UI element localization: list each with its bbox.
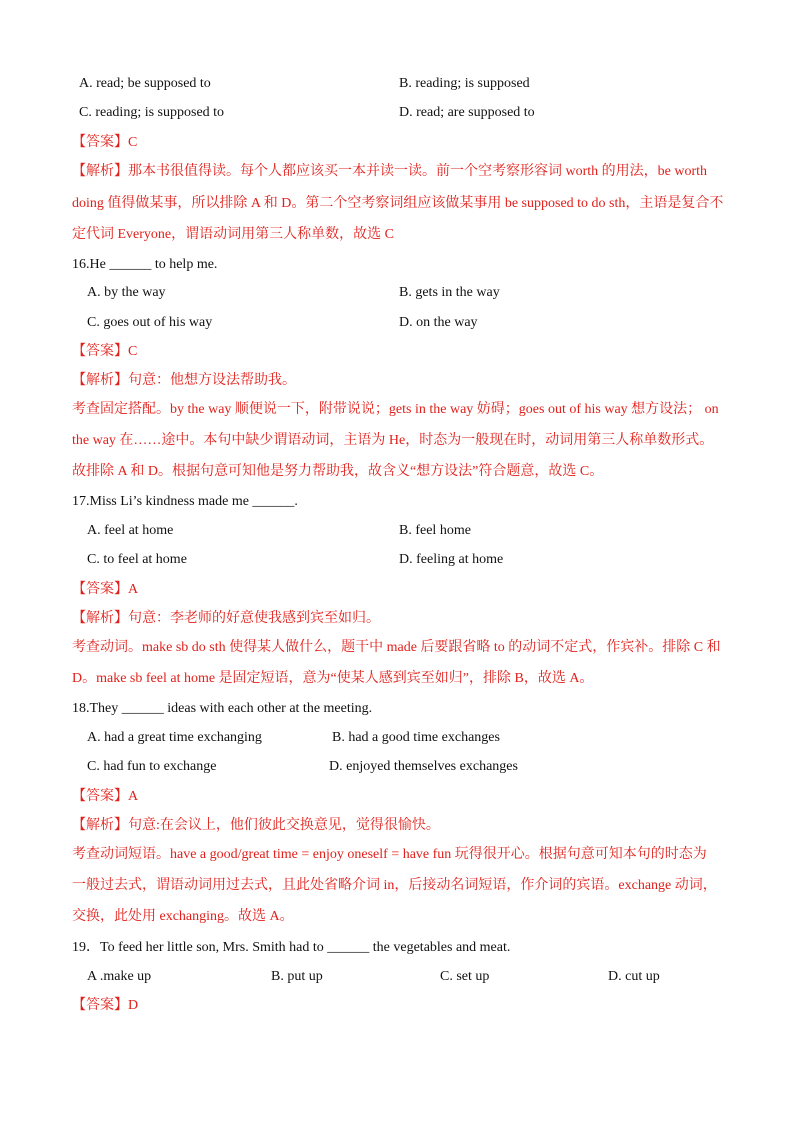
q17-analysis-line-1 xyxy=(72,609,380,629)
answer-value: C xyxy=(128,344,138,359)
q16-analysis-line-3: the way 在……途中。本句中缺少谓语动词，主语为 He，时态为一般现在时，动词用第三人称单数形式。 xyxy=(72,433,714,448)
q16-analysis-line-1 xyxy=(72,371,296,391)
q17-analysis-line-2: 考查动词。make sb do sth 使得某人做什么，题干中 made 后要跟省略 to 的动词不定式，作宾补。排除 C 和 xyxy=(72,640,721,655)
q15-answer xyxy=(72,133,137,153)
answer-tag: 【答案】 xyxy=(72,135,128,150)
q18-stem: 18.They ______ ideas with each other at the meeting. xyxy=(72,701,373,716)
q16-answer xyxy=(72,342,137,362)
q16-option-d: D. on the way xyxy=(399,315,478,330)
q18-option-d: D. enjoyed themselves exchanges xyxy=(329,759,518,774)
q15-option-c: C. reading; is supposed to xyxy=(79,105,225,120)
q16-option-c: C. goes out of his way xyxy=(87,315,213,330)
q17-option-a: A. feel at home xyxy=(87,523,174,538)
q16-analysis-line-2: 考查固定搭配。by the way 顺便说一下，附带说说；gets in the way 妨碍；goes out of his way 想方设法； on xyxy=(72,402,719,417)
q19-option-b: B. put up xyxy=(271,969,323,984)
q15-option-d: D. read; are supposed to xyxy=(399,105,535,120)
answer-value: D xyxy=(128,998,139,1013)
q19-option-a: A .make up xyxy=(87,969,152,984)
analysis-tag: 【解析】 xyxy=(72,164,128,179)
q15-option-a: A. read; be supposed to xyxy=(79,76,211,91)
analysis-text: 句意：他想方设法帮助我。 xyxy=(128,373,296,388)
analysis-tag: 【解析】 xyxy=(72,818,128,833)
q19-option-d: D. cut up xyxy=(608,969,660,984)
q15-option-b: B. reading; is supposed xyxy=(399,76,530,91)
q18-option-a: A. had a great time exchanging xyxy=(87,730,262,745)
q18-option-c: C. had fun to exchange xyxy=(87,759,217,774)
q17-option-b: B. feel home xyxy=(399,523,471,538)
q18-option-b: B. had a good time exchanges xyxy=(332,730,500,745)
answer-tag: 【答案】 xyxy=(72,789,128,804)
q16-stem: 16.He ______ to help me. xyxy=(72,257,218,272)
q17-analysis-line-3: D。make sb feel at home 是固定短语，意为“使某人感到宾至如归”，排除 B，故选 A。 xyxy=(72,671,594,686)
q15-analysis-line-2: doing 值得做某事，所以排除 A 和 D。第二个空考察词组应该做某事用 be supposed to do sth，主语是复合不 xyxy=(72,196,724,211)
analysis-tag: 【解析】 xyxy=(72,373,128,388)
answer-value: A xyxy=(128,789,139,804)
q19-answer xyxy=(72,996,138,1016)
analysis-text: 句意：李老师的好意使我感到宾至如归。 xyxy=(128,611,380,626)
q19-stem: 19．To feed her little son, Mrs. Smith had to ______ the vegetables and meat. xyxy=(72,940,511,955)
q15-analysis-line-3: 定代词 Everyone，谓语动词用第三人称单数，故选 C xyxy=(72,227,394,242)
answer-tag: 【答案】 xyxy=(72,998,128,1013)
q16-option-b: B. gets in the way xyxy=(399,285,500,300)
q15-analysis-line-1 xyxy=(72,162,707,182)
q18-analysis-line-4: 交换，此处用 exchanging。故选 A。 xyxy=(72,909,294,924)
q18-analysis-line-3: 一般过去式，谓语动词用过去式，且此处省略介词 in，后接动名词短语，作介词的宾语。exchange 动词， xyxy=(72,878,717,893)
q16-option-a: A. by the way xyxy=(87,285,166,300)
answer-value: C xyxy=(128,135,138,150)
q17-option-d: D. feeling at home xyxy=(399,552,504,567)
answer-tag: 【答案】 xyxy=(72,582,128,597)
analysis-text: 那本书很值得读。每个人都应该买一本并读一读。前一个空考察形容词 worth 的用法，be worth xyxy=(128,164,708,179)
answer-tag: 【答案】 xyxy=(72,344,128,359)
q17-stem: 17.Miss Li’s kindness made me ______. xyxy=(72,494,298,509)
q18-answer xyxy=(72,787,138,807)
q19-option-c: C. set up xyxy=(440,969,490,984)
analysis-text: 句意:在会议上，他们彼此交换意见，觉得很愉快。 xyxy=(128,818,440,833)
q18-analysis-line-2: 考查动词短语。have a good/great time = enjoy oneself = have fun 玩得很开心。根据句意可知本句的时态为 xyxy=(72,847,707,862)
answer-value: A xyxy=(128,582,139,597)
q18-analysis-line-1 xyxy=(72,816,440,836)
q17-option-c: C. to feel at home xyxy=(87,552,187,567)
analysis-tag: 【解析】 xyxy=(72,611,128,626)
q17-answer xyxy=(72,580,138,600)
q16-analysis-line-4: 故排除 A 和 D。根据句意可知他是努力帮助我，故含义“想方设法”符合题意，故选 C。 xyxy=(72,464,604,479)
